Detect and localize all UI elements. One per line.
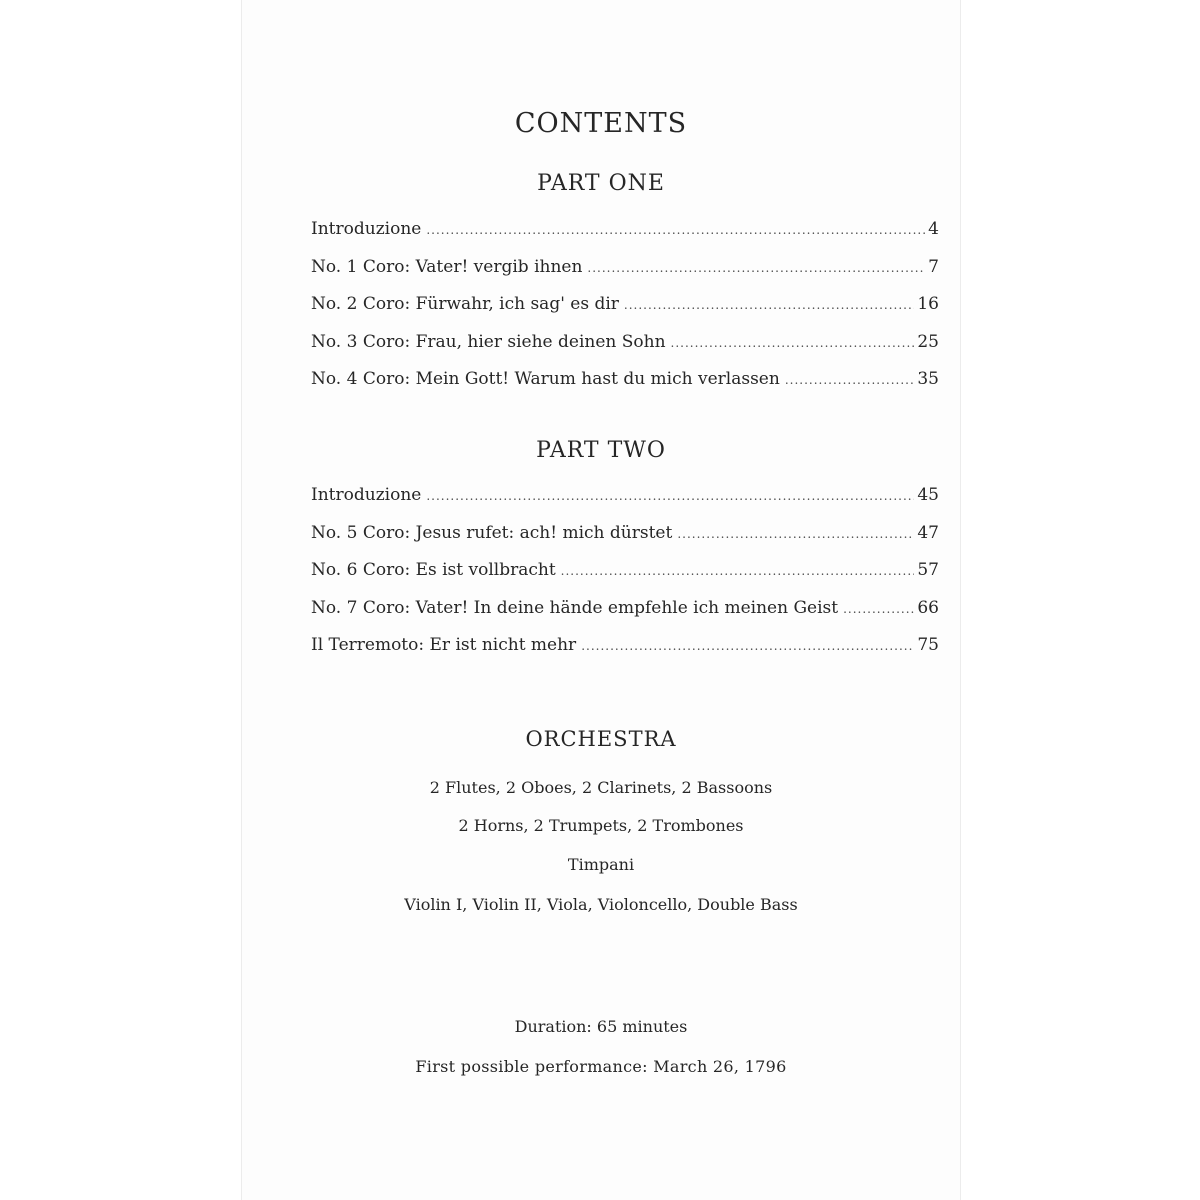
toc-entry (311, 523, 939, 561)
toc-entry-title: No. 1 Coro: Vater! vergib ihnen (311, 256, 583, 277)
toc-entry-page: 45 (917, 485, 939, 505)
toc-entry (311, 369, 939, 407)
toc-entry-page: 25 (917, 331, 939, 352)
toc-entry-title: No. 4 Coro: Mein Gott! Warum hast du mich verlassen (311, 369, 780, 389)
toc-entry-title: No. 2 Coro: Fürwahr, ich sag' es dir (311, 294, 619, 314)
dot-leader (671, 336, 915, 350)
toc-entry-page: 35 (917, 369, 939, 389)
toc-entry-page: 57 (917, 560, 939, 580)
part-two-heading: PART TWO (536, 438, 666, 463)
toc-entry-title: No. 7 Coro: Vater! In deine hände empfehle ich meinen Geist (311, 597, 839, 618)
toc-entry-page: 7 (928, 256, 939, 277)
dot-leader (677, 527, 914, 541)
toc-entry-page: 47 (917, 522, 939, 543)
part-one-list (311, 219, 939, 407)
orchestra-percussion: Timpani (567, 855, 635, 874)
first-performance-text: First possible performance: March 26, 1796 (415, 1057, 787, 1076)
toc-entry-title: No. 3 Coro: Frau, hier siehe deinen Sohn (311, 331, 666, 352)
part-two-list (311, 485, 939, 673)
toc-entry (311, 635, 939, 673)
dot-leader (561, 564, 915, 578)
toc-entry (311, 485, 939, 523)
duration-text: Duration: 65 minutes (514, 1017, 688, 1036)
part-one-heading: PART ONE (537, 171, 665, 196)
orchestra-woodwinds: 2 Flutes, 2 Oboes, 2 Clarinets, 2 Bassoons (429, 778, 773, 797)
toc-entry-title: Introduzione (311, 219, 422, 239)
dot-leader (587, 261, 925, 275)
orchestra-heading: ORCHESTRA (525, 727, 677, 751)
toc-entry (311, 598, 939, 636)
toc-entry-title: Il Terremoto: Er ist nicht mehr (311, 635, 577, 655)
toc-entry-page: 4 (928, 219, 939, 239)
toc-entry (311, 257, 939, 295)
toc-entry (311, 332, 939, 370)
toc-entry (311, 219, 939, 257)
dot-leader (785, 373, 915, 387)
document-page (242, 0, 960, 1200)
toc-entry-title: No. 6 Coro: Es ist vollbracht (311, 560, 556, 580)
toc-entry (311, 560, 939, 598)
toc-entry-title: No. 5 Coro: Jesus rufet: ach! mich dürstet (311, 522, 673, 543)
dot-leader (581, 639, 914, 653)
toc-entry-title: Introduzione (311, 485, 422, 505)
orchestra-strings: Violin I, Violin II, Viola, Violoncello, Double Bass (404, 895, 798, 914)
dot-leader (624, 298, 914, 312)
dot-leader (426, 223, 925, 237)
toc-entry-page: 66 (917, 597, 939, 618)
orchestra-brass: 2 Horns, 2 Trumpets, 2 Trombones (458, 816, 744, 835)
dot-leader (426, 489, 914, 503)
toc-entry (311, 294, 939, 332)
contents-title: CONTENTS (514, 108, 688, 139)
toc-entry-page: 75 (917, 635, 939, 655)
toc-entry-page: 16 (917, 294, 939, 314)
dot-leader (843, 602, 914, 616)
